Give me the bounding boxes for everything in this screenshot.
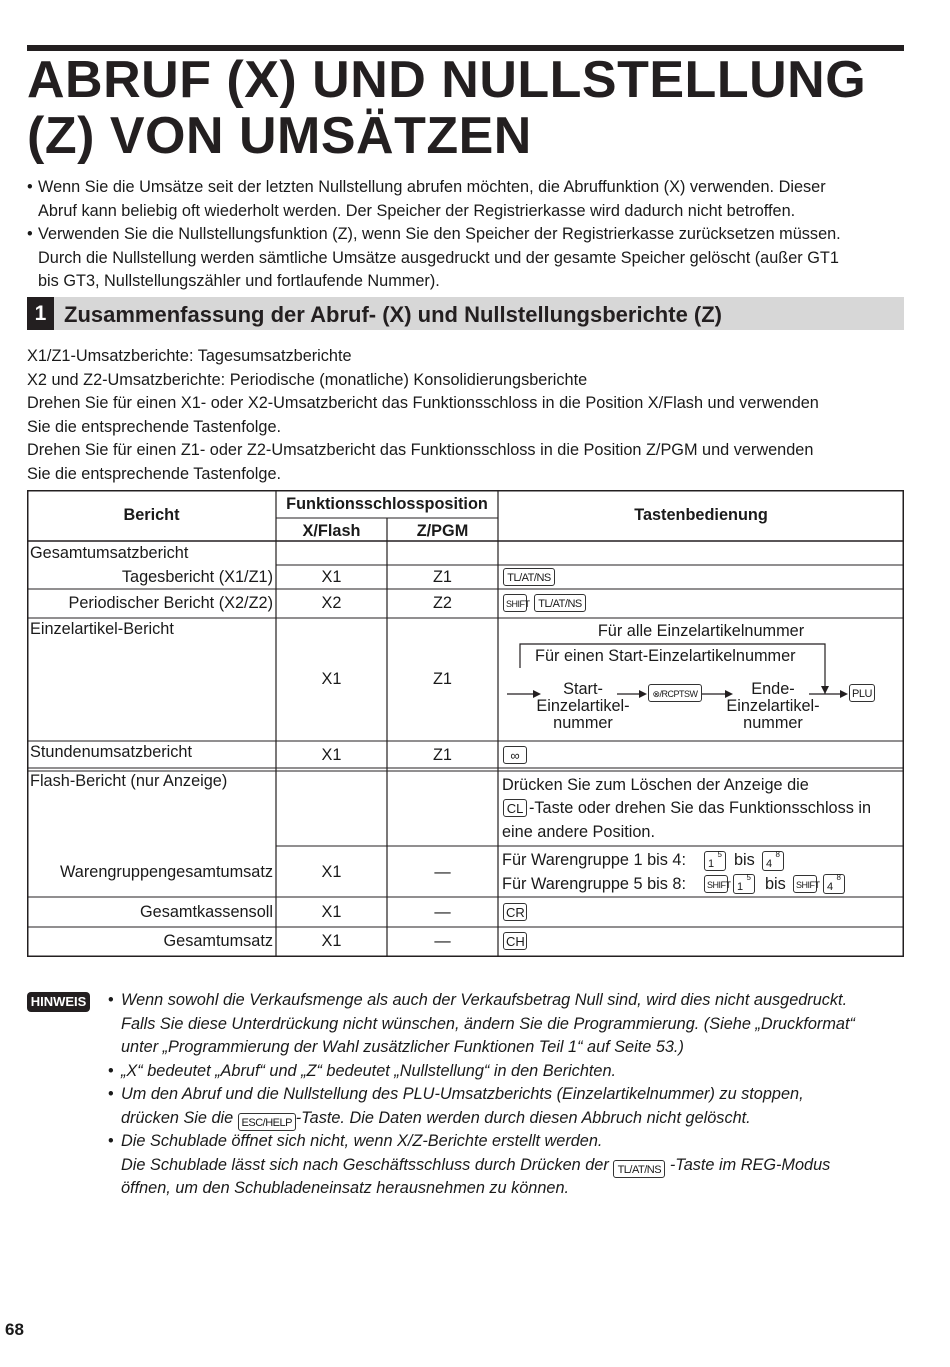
bis-text: bis [765,875,786,893]
note-line: Falls Sie diese Unterdrückung nicht wünschen, ändern Sie die Programmierung. (Siehe „Druckformat“ [121,1014,855,1033]
tl-at-ns-key-icon: TL/AT/NS [503,568,555,586]
cl-key-icon: CL [503,799,527,817]
flow-text: Start- [563,680,603,698]
cell-x: X1 [321,863,342,881]
bullet: • [108,1132,114,1150]
intro-bullet-1 [27,176,912,223]
cell-z: — [434,903,451,921]
paragraph-line: Drehen Sie für einen Z1- oder Z2-Umsatzbericht das Funktionsschloss in die Position Z/PGM und verwenden [27,441,814,459]
note-line: Wenn sowohl die Verkaufsmenge als auch der Verkaufsbetrag Null sind, wird dies nicht ausgedruckt. [121,991,848,1009]
intro-line: Durch die Nullstellung werden sämtliche Umsätze ausgedruckt und der gesamte Speicher gelöscht (außer GT1 [38,248,839,267]
page-title [27,52,907,164]
paragraph-line: Drehen Sie für einen X1- oder X2-Umsatzbericht das Funktionsschloss in die Position X/Flash und verwenden [27,394,819,412]
key-1-icon [733,874,755,894]
note-text: -Taste. Die Daten werden durch diesen Abbruch nicht gelöscht. [295,1108,751,1127]
key-num: 1 [737,881,744,893]
intro-line: Wenn Sie die Umsätze seit der letzten Nullstellung abrufen möchten, die Abruffunktion (X) verwenden. Dieser [38,178,826,196]
warengruppe-5-8-label: Für Warengruppe 5 bis 8: [502,875,687,893]
row-label-stundenumsatz: Stundenumsatzbericht [30,743,193,761]
bullet: • [27,225,33,243]
shift-key-icon: SHIFT [793,875,817,893]
tl-at-ns-key-icon: TL/AT/NS [613,1160,665,1178]
header-tastenbedienung: Tastenbedienung [634,506,768,524]
shift-key-icon: SHIFT [503,594,527,612]
note-line: Die Schublade öffnet sich nicht, wenn X/Z-Berichte erstellt werden. [121,1132,603,1150]
note-text: Die Schublade lässt sich nach Geschäftsschluss durch Drücken der [121,1155,609,1174]
key-num: 1 [708,858,715,870]
note-3 [108,1083,908,1130]
infinity-key-icon: ∞ [503,746,527,764]
flash-instruction-1: Drücken Sie zum Löschen der Anzeige die [502,776,809,794]
flow-text: Ende- [751,680,795,698]
flow-text: nummer [553,714,613,732]
note-2 [108,1060,908,1084]
note-line: Um den Abruf und die Nullstellung des PLU-Umsatzberichts (Einzelartikelnummer) zu stoppen, [121,1085,804,1103]
hinweis-badge: HINWEIS [27,992,90,1012]
header-bericht: Bericht [123,506,180,524]
row-label-tagesbericht: Tagesbericht (X1/Z1) [121,568,273,586]
plu-key-icon: PLU [849,684,875,702]
cell-x: X1 [321,903,342,921]
note-line: „X“ bedeutet „Abruf“ und „Z“ bedeutet „Nullstellung“ in den Berichten. [121,1062,617,1080]
row-label-gesamtkassensoll: Gesamtkassensoll [139,903,273,921]
paragraph-line: X1/Z1-Umsatzberichte: Tagesumsatzberichte [27,347,352,365]
key-sup: 5 [717,850,722,859]
bullet: • [108,1085,114,1103]
flash-instruction-3: eine andere Position. [502,823,655,841]
cell-z: Z1 [432,746,452,764]
esc-help-key-icon: ESC/HELP [238,1113,296,1131]
paragraph-line: X2 und Z2-Umsatzberichte: Periodische (monatliche) Konsolidierungsberichte [27,370,588,389]
paragraph-line: Sie die entsprechende Tastenfolge. [27,464,282,483]
bullet: • [27,178,33,196]
bis-text: bis [734,851,755,869]
key-num: 4 [766,858,773,870]
section-title: Zusammenfassung der Abruf- (X) und Nullstellungsberichte (Z) [64,302,723,327]
intro-line: Verwenden Sie die Nullstellungsfunktion (Z), wenn Sie den Speicher der Registrierkasse zurücksetzen müssen. [38,225,841,243]
cell-z: Z1 [432,568,452,586]
title-line-1: ABRUF (X) UND NULLSTELLUNG [27,51,867,109]
cell-z: Z1 [432,670,452,688]
cell-x: X1 [321,746,342,764]
note-1 [108,989,908,1060]
title-line-2: (Z) VON UMSÄTZEN [27,107,532,165]
flow-text: Einzelartikel- [536,697,630,715]
note-line [108,1154,908,1178]
paragraph-line: Sie die entsprechende Tastenfolge. [27,417,282,436]
key-sup: 8 [775,850,780,859]
key-1-icon [704,851,726,871]
row-label-warengruppen: Warengruppengesamtumsatz [60,863,273,881]
report-table [27,490,904,957]
rcpt-sw-key-icon: ⊗/RCPTSW [648,684,702,702]
key-sup: 8 [836,873,841,882]
row-label-periodischer-bericht: Periodischer Bericht (X2/Z2) [68,594,273,612]
note-text: -Taste im REG-Modus [669,1155,831,1174]
tl-at-ns-key-icon: TL/AT/NS [534,594,586,612]
cell-x: X1 [321,670,342,688]
cell-z: — [434,863,451,881]
row-label-gesamtumsatz: Gesamtumsatzbericht [30,544,189,562]
flow-text: nummer [743,714,803,732]
flow-text: Einzelartikel- [726,697,820,715]
cell-z: Z2 [432,594,452,612]
bullet: • [108,1062,114,1080]
key-num: 4 [827,881,834,893]
header-funktionsschlossposition: Funktionsschlossposition [286,495,488,513]
shift-key-icon: SHIFT [704,875,728,893]
flow-label-all: Für alle Einzelartikelnummer [597,622,805,640]
cell-x: X1 [321,568,342,586]
note-text: drücken Sie die [121,1108,234,1127]
key-4-icon [823,874,845,894]
header-zpgm: Z/PGM [416,522,469,540]
note-4 [108,1130,908,1201]
row-label-einzelartikel: Einzelartikel-Bericht [30,620,174,638]
report-description [27,345,912,486]
flow-label-start: Für einen Start-Einzelartikelnummer [535,647,796,665]
section-number: 1 [27,297,54,330]
flow-end-label [715,681,831,732]
flash-instruction-2: -Taste oder drehen Sie das Funktionsschloss in [529,799,872,817]
bullet: • [108,991,114,1009]
intro-line: bis GT3, Nullstellungszähler und fortlaufende Nummer). [38,272,440,290]
cr-key-icon: CR [503,903,527,921]
page-number: 68 [5,1320,24,1339]
note-line: öffnen, um den Schubladeneinsatz herausnehmen zu können. [121,1179,570,1197]
cell-z: — [434,932,451,950]
row-label-flash-bericht: Flash-Bericht (nur Anzeige) [30,772,228,790]
flow-start-label [525,681,641,732]
cell-x: X2 [321,594,342,612]
intro-bullet-2 [27,223,912,294]
key-sup: 5 [746,873,751,882]
ch-key-icon: CH [503,932,527,950]
note-line: unter „Programmierung der Wahl zusätzlicher Funktionen Teil 1“ auf Seite 53.) [121,1038,684,1056]
key-4-icon [762,851,784,871]
note-line [108,1107,908,1131]
row-label-gesamtumsatz-flash: Gesamtumsatz [163,932,273,950]
warengruppe-1-4-label: Für Warengruppe 1 bis 4: [502,851,687,869]
intro-line: Abruf kann beliebig oft wiederholt werden. Der Speicher der Registrierkasse wird dadurch nicht betroffen. [38,201,796,220]
cell-x: X1 [321,932,342,950]
header-xflash: X/Flash [302,522,361,540]
